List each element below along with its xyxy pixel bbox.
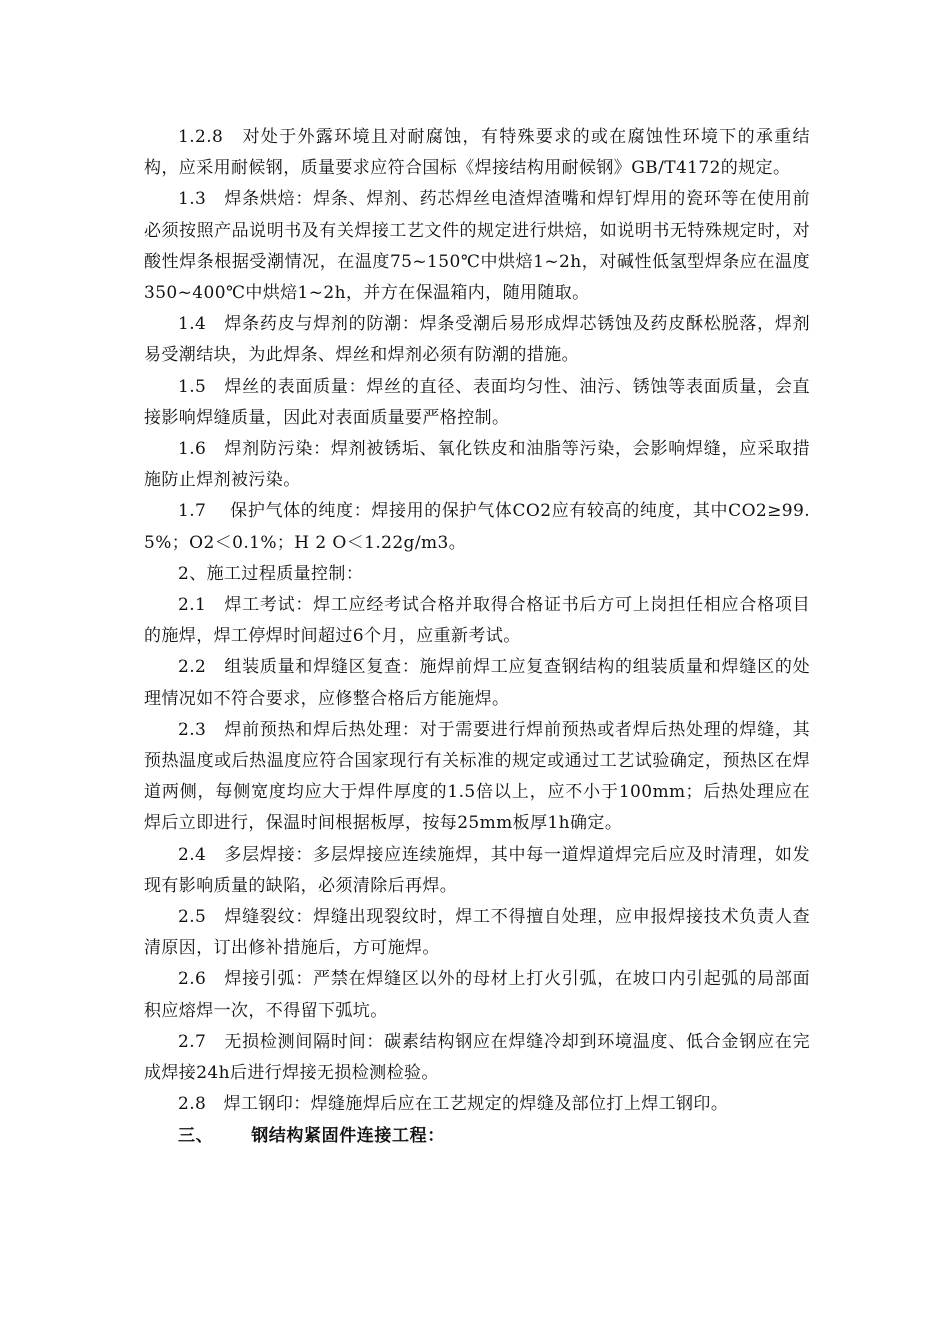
clause-1-7: 1.7 保护气体的纯度：焊接用的保护气体CO2应有较高的纯度，其中CO2≥99.5%；O2＜0.1%；H 2 O＜1.22g/m3。 [144,501,810,553]
clause-2-6: 2.6 焊接引弧：严禁在焊缝区以外的母材上打火引弧，在坡口内引起弧的局部面积应熔焊一次，不得留下弧坑。 [144,969,810,1021]
document-body [144,122,810,1152]
clause-2-2: 2.2 组装质量和焊缝区复查：施焊前焊工应复查钢结构的组装质量和焊缝区的处理情况如不符合要求，应修整合格后方能施焊。 [144,657,810,709]
clause-2-7: 2.7 无损检测间隔时间：碳素结构钢应在焊缝冷却到环境温度、低合金钢应在完成焊接24h后进行焊接无损检测检验。 [144,1031,810,1084]
clause-1-3: 1.3 焊条烘焙：焊条、焊剂、药芯焊丝电渣焊渣嘴和焊钉焊用的瓷环等在使用前必须按照产品说明书及有关焊接工艺文件的规定进行烘焙，如说明书无特殊规定时，对酸性焊条根据受潮情况，在温度75~150℃中烘焙1~2h，对碱性低氢型焊条应在温度350~400℃中烘焙1~2h，并方在保温箱内，随用随取。 [144,189,810,304]
clause-1-4: 1.4 焊条药皮与焊剂的防潮：焊条受潮后易形成焊芯锈蚀及药皮酥松脱落，焊剂易受潮结块，为此焊条、焊丝和焊剂必须有防潮的措施。 [144,314,810,366]
clause-2-3: 2.3 焊前预热和焊后热处理：对于需要进行焊前预热或者焊后热处理的焊缝，其预热温度或后热温度应符合国家现行有关标准的规定或通过工艺试验确定，预热区在焊道两侧，每侧宽度均应大于焊件厚度的1.5倍以上，应不小于100mm；后热处理应在焊后立即进行，保温时间根据板厚，按每25mm板厚1h确定。 [144,719,810,834]
clause-2-8: 2.8 焊工钢印：焊缝施焊后应在工艺规定的焊缝及部位打上焊工钢印。 [178,1094,729,1115]
clause-2-5: 2.5 焊缝裂纹：焊缝出现裂纹时，焊工不得擅自处理，应申报焊接技术负责人查清原因，订出修补措施后，方可施焊。 [144,907,810,959]
clause-1-2-8: 1.2.8 对处于外露环境且对耐腐蚀，有特殊要求的或在腐蚀性环境下的承重结构，应采用耐候钢，质量要求应符合国标《焊接结构用耐候钢》GB/T4172的规定。 [144,127,810,179]
section-3-number: 三、 [178,1125,214,1146]
section-3-title: 钢结构紧固件连接工程： [251,1125,445,1146]
clause-1-6: 1.6 焊剂防污染：焊剂被锈垢、氧化铁皮和油脂等污染，会影响焊缝，应采取措施防止焊剂被污染。 [144,439,810,491]
clause-2-4: 2.4 多层焊接：多层焊接应连续施焊，其中每一道焊道焊完后应及时清理，如发现有影响质量的缺陷，必须清除后再焊。 [144,844,810,896]
section-3-heading [144,1121,810,1152]
section-2-heading: 2、施工过程质量控制： [178,563,364,584]
clause-2-1: 2.1 焊工考试：焊工应经考试合格并取得合格证书后方可上岗担任相应合格项目的施焊，焊工停焊时间超过6个月，应重新考试。 [144,595,810,647]
clause-1-5: 1.5 焊丝的表面质量：焊丝的直径、表面均匀性、油污、锈蚀等表面质量，会直接影响焊缝质量，因此对表面质量要严格控制。 [144,376,810,428]
